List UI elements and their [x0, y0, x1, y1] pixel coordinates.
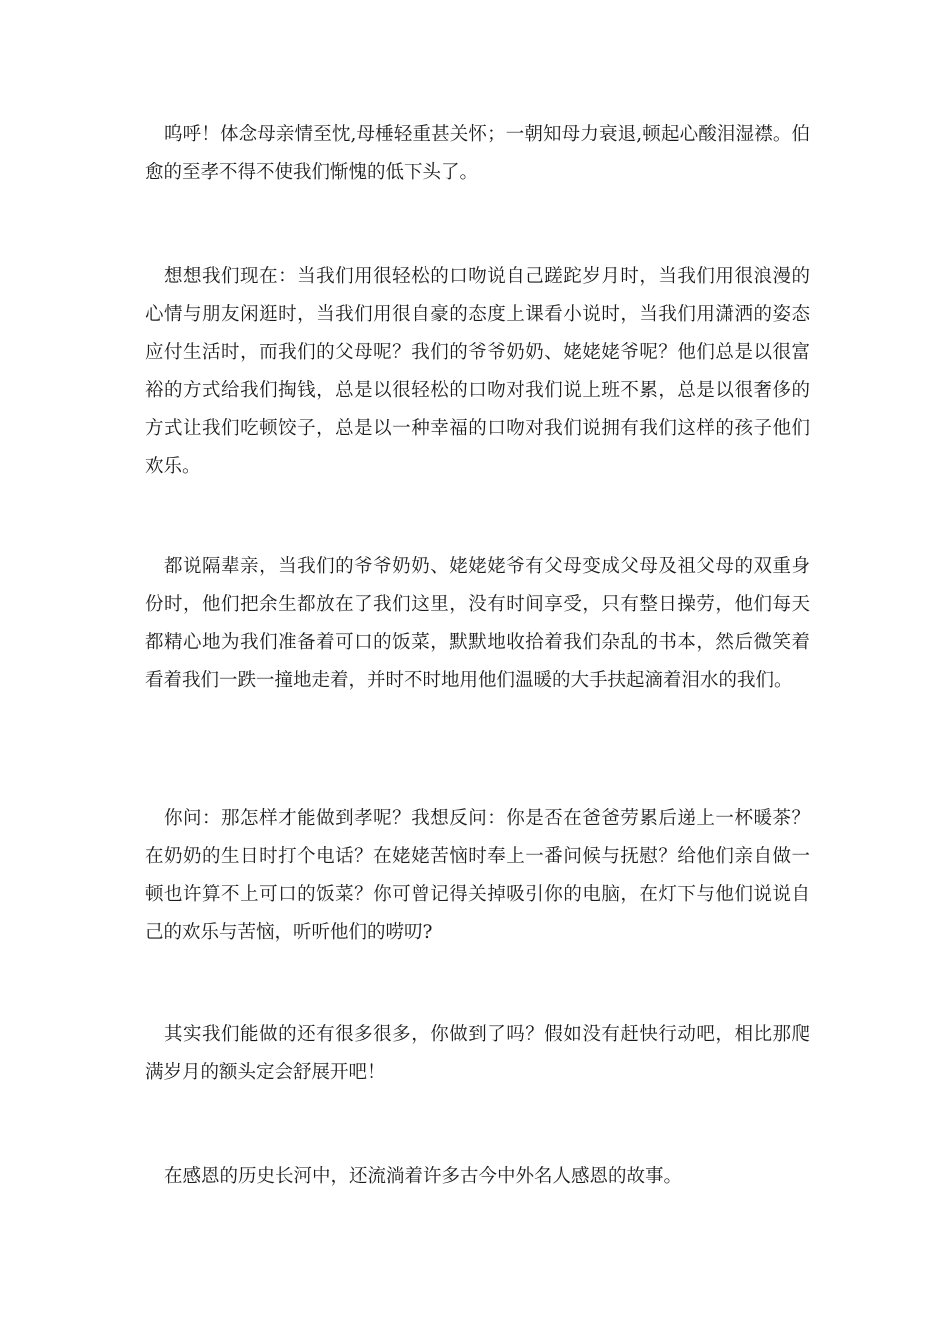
paragraph-3: 都说隔辈亲，当我们的爷爷奶奶、姥姥姥爷有父母变成父母及祖父母的双重身份时，他们把余生都放在了我们这里，没有时间享受，只有整日操劳，他们每天都精心地为我们准备着可口的饭菜，默默地收拾着我们杂乱的书本，然后微笑着看着我们一跌一撞地走着，并时不时地用他们温暖的大手扶起滴着泪水的我们。 — [145, 556, 810, 691]
paragraph-6: 在感恩的历史长河中，还流淌着许多古今中外名人感恩的故事。 — [164, 1166, 683, 1187]
paragraph-1: 呜呼！体念母亲情至忱,母棰轻重甚关怀；一朝知母力衰退,顿起心酸泪湿襟。伯愈的至孝不得不使我们惭愧的低下头了。 — [145, 124, 810, 183]
paragraph-2: 想想我们现在：当我们用很轻松的口吻说自己蹉跎岁月时，当我们用很浪漫的心情与朋友闲逛时，当我们用很自豪的态度上课看小说时，当我们用潇洒的姿态应付生活时，而我们的父母呢？我们的爷爷奶奶、姥姥姥爷呢？他们总是以很富裕的方式给我们掏钱，总是以很轻松的口吻对我们说上班不累，总是以很奢侈的方式让我们吃顿饺子，总是以一种幸福的口吻对我们说拥有我们这样的孩子他们欢乐。 — [145, 266, 810, 477]
paragraph-5: 其实我们能做的还有很多很多，你做到了吗？假如没有赶快行动吧，相比那爬满岁月的额头定会舒展开吧！ — [145, 1024, 810, 1083]
paragraph-4: 你问：那怎样才能做到孝呢？我想反问：你是否在爸爸劳累后递上一杯暖茶？在奶奶的生日时打个电话？在姥姥苦恼时奉上一番问候与抚慰？给他们亲自做一顿也许算不上可口的饭菜？你可曾记得关掉吸引你的电脑，在灯下与他们说说自己的欢乐与苦恼，听听他们的唠叨? — [145, 808, 810, 943]
